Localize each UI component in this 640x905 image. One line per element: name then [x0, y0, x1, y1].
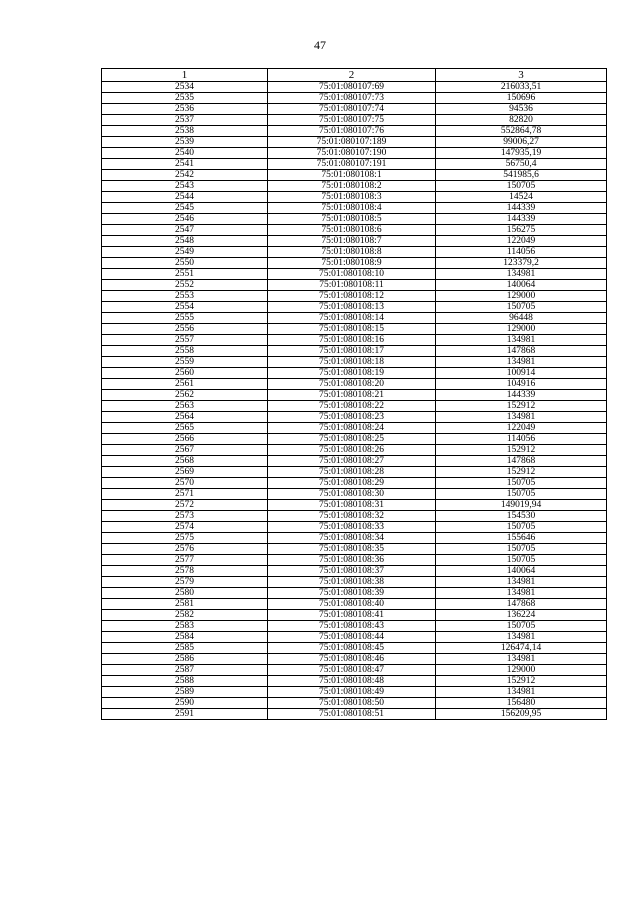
value-cell: 144339	[436, 214, 607, 225]
table-row	[102, 456, 607, 467]
value-cell: 96448	[436, 313, 607, 324]
value-cell: 129000	[436, 291, 607, 302]
cadastral-number-cell: 75:01:080108:40	[268, 599, 436, 610]
table-row	[102, 159, 607, 170]
row-number-cell: 2550	[102, 258, 268, 269]
cadastral-number-cell: 75:01:080108:3	[268, 192, 436, 203]
column-header-2: 2	[268, 69, 436, 82]
row-number-cell: 2542	[102, 170, 268, 181]
row-number-cell: 2561	[102, 379, 268, 390]
table-row	[102, 401, 607, 412]
row-number-cell: 2553	[102, 291, 268, 302]
table-row	[102, 390, 607, 401]
row-number-cell: 2563	[102, 401, 268, 412]
table-row	[102, 588, 607, 599]
cadastral-number-cell: 75:01:080108:10	[268, 269, 436, 280]
value-cell: 147868	[436, 599, 607, 610]
table-row	[102, 313, 607, 324]
table-row	[102, 291, 607, 302]
table-row	[102, 258, 607, 269]
cadastral-number-cell: 75:01:080108:33	[268, 522, 436, 533]
table-row	[102, 610, 607, 621]
cadastral-number-cell: 75:01:080108:14	[268, 313, 436, 324]
value-cell: 147868	[436, 456, 607, 467]
row-number-cell: 2540	[102, 148, 268, 159]
cadastral-number-cell: 75:01:080108:7	[268, 236, 436, 247]
row-number-cell: 2565	[102, 423, 268, 434]
cadastral-number-cell: 75:01:080108:37	[268, 566, 436, 577]
value-cell: 56750,4	[436, 159, 607, 170]
row-number-cell: 2548	[102, 236, 268, 247]
value-cell: 114056	[436, 434, 607, 445]
cadastral-number-cell: 75:01:080107:191	[268, 159, 436, 170]
table-row	[102, 93, 607, 104]
value-cell: 552864,78	[436, 126, 607, 137]
table-row	[102, 148, 607, 159]
value-cell: 156275	[436, 225, 607, 236]
row-number-cell: 2535	[102, 93, 268, 104]
cadastral-number-cell: 75:01:080108:2	[268, 181, 436, 192]
table-row	[102, 379, 607, 390]
table-row	[102, 324, 607, 335]
row-number-cell: 2564	[102, 412, 268, 423]
value-cell: 152912	[436, 467, 607, 478]
value-cell: 147868	[436, 346, 607, 357]
row-number-cell: 2589	[102, 687, 268, 698]
row-number-cell: 2577	[102, 555, 268, 566]
row-number-cell: 2551	[102, 269, 268, 280]
row-number-cell: 2583	[102, 621, 268, 632]
column-header-1: 1	[102, 69, 268, 82]
row-number-cell: 2581	[102, 599, 268, 610]
cadastral-number-cell: 75:01:080108:36	[268, 555, 436, 566]
cadastral-number-cell: 75:01:080108:35	[268, 544, 436, 555]
table-row	[102, 82, 607, 93]
row-number-cell: 2590	[102, 698, 268, 709]
header-row	[102, 69, 607, 82]
row-number-cell: 2574	[102, 522, 268, 533]
cadastral-number-cell: 75:01:080108:45	[268, 643, 436, 654]
value-cell: 152912	[436, 676, 607, 687]
cadastral-number-cell: 75:01:080108:48	[268, 676, 436, 687]
value-cell: 14524	[436, 192, 607, 203]
table-row	[102, 654, 607, 665]
row-number-cell: 2556	[102, 324, 268, 335]
table-row	[102, 247, 607, 258]
table-row	[102, 489, 607, 500]
table-row	[102, 203, 607, 214]
value-cell: 152912	[436, 445, 607, 456]
table-row	[102, 577, 607, 588]
cadastral-number-cell: 75:01:080108:27	[268, 456, 436, 467]
table-row	[102, 115, 607, 126]
value-cell: 126474,14	[436, 643, 607, 654]
row-number-cell: 2570	[102, 478, 268, 489]
value-cell: 134981	[436, 412, 607, 423]
table-row	[102, 709, 607, 720]
table-row	[102, 533, 607, 544]
cadastral-number-cell: 75:01:080108:50	[268, 698, 436, 709]
row-number-cell: 2536	[102, 104, 268, 115]
value-cell: 82820	[436, 115, 607, 126]
value-cell: 147935,19	[436, 148, 607, 159]
table-row	[102, 478, 607, 489]
cadastral-number-cell: 75:01:080108:31	[268, 500, 436, 511]
table-row	[102, 632, 607, 643]
cadastral-number-cell: 75:01:080108:28	[268, 467, 436, 478]
cadastral-number-cell: 75:01:080108:12	[268, 291, 436, 302]
row-number-cell: 2557	[102, 335, 268, 346]
cadastral-number-cell: 75:01:080107:75	[268, 115, 436, 126]
row-number-cell: 2580	[102, 588, 268, 599]
value-cell: 136224	[436, 610, 607, 621]
row-number-cell: 2534	[102, 82, 268, 93]
value-cell: 150696	[436, 93, 607, 104]
table-row	[102, 302, 607, 313]
cadastral-number-cell: 75:01:080108:41	[268, 610, 436, 621]
cadastral-number-cell: 75:01:080108:47	[268, 665, 436, 676]
row-number-cell: 2562	[102, 390, 268, 401]
value-cell: 134981	[436, 335, 607, 346]
cadastral-number-cell: 75:01:080108:13	[268, 302, 436, 313]
cadastral-number-cell: 75:01:080108:43	[268, 621, 436, 632]
cadastral-number-cell: 75:01:080108:17	[268, 346, 436, 357]
value-cell: 134981	[436, 357, 607, 368]
cadastral-number-cell: 75:01:080108:51	[268, 709, 436, 720]
value-cell: 144339	[436, 390, 607, 401]
cadastral-number-cell: 75:01:080108:22	[268, 401, 436, 412]
cadastral-number-cell: 75:01:080108:21	[268, 390, 436, 401]
row-number-cell: 2587	[102, 665, 268, 676]
value-cell: 154530	[436, 511, 607, 522]
table-row	[102, 555, 607, 566]
cadastral-number-cell: 75:01:080108:30	[268, 489, 436, 500]
row-number-cell: 2584	[102, 632, 268, 643]
table-row	[102, 698, 607, 709]
row-number-cell: 2566	[102, 434, 268, 445]
row-number-cell: 2579	[102, 577, 268, 588]
row-number-cell: 2567	[102, 445, 268, 456]
value-cell: 150705	[436, 544, 607, 555]
value-cell: 140064	[436, 566, 607, 577]
value-cell: 122049	[436, 236, 607, 247]
value-cell: 150705	[436, 621, 607, 632]
value-cell: 150705	[436, 181, 607, 192]
value-cell: 144339	[436, 203, 607, 214]
cadastral-number-cell: 75:01:080108:25	[268, 434, 436, 445]
table-row	[102, 643, 607, 654]
cadastral-number-cell: 75:01:080108:29	[268, 478, 436, 489]
table-row	[102, 544, 607, 555]
cadastral-number-cell: 75:01:080108:23	[268, 412, 436, 423]
cadastral-number-cell: 75:01:080107:190	[268, 148, 436, 159]
row-number-cell: 2545	[102, 203, 268, 214]
row-number-cell: 2576	[102, 544, 268, 555]
value-cell: 129000	[436, 324, 607, 335]
value-cell: 134981	[436, 588, 607, 599]
row-number-cell: 2549	[102, 247, 268, 258]
value-cell: 156480	[436, 698, 607, 709]
cadastral-number-cell: 75:01:080108:9	[268, 258, 436, 269]
table-row	[102, 599, 607, 610]
cadastral-number-cell: 75:01:080108:38	[268, 577, 436, 588]
value-cell: 104916	[436, 379, 607, 390]
table-body	[102, 82, 607, 720]
row-number-cell: 2573	[102, 511, 268, 522]
value-cell: 156209,95	[436, 709, 607, 720]
value-cell: 114056	[436, 247, 607, 258]
row-number-cell: 2559	[102, 357, 268, 368]
table-row	[102, 445, 607, 456]
cadastral-number-cell: 75:01:080107:189	[268, 137, 436, 148]
cadastral-number-cell: 75:01:080108:19	[268, 368, 436, 379]
row-number-cell: 2538	[102, 126, 268, 137]
value-cell: 134981	[436, 577, 607, 588]
cadastral-number-cell: 75:01:080108:39	[268, 588, 436, 599]
cadastral-number-cell: 75:01:080107:76	[268, 126, 436, 137]
table-row	[102, 214, 607, 225]
cadastral-number-cell: 75:01:080107:73	[268, 93, 436, 104]
cadastral-number-cell: 75:01:080108:49	[268, 687, 436, 698]
data-table	[101, 68, 607, 720]
row-number-cell: 2572	[102, 500, 268, 511]
value-cell: 134981	[436, 632, 607, 643]
cadastral-number-cell: 75:01:080108:5	[268, 214, 436, 225]
value-cell: 129000	[436, 665, 607, 676]
value-cell: 134981	[436, 654, 607, 665]
value-cell: 150705	[436, 522, 607, 533]
table-row	[102, 621, 607, 632]
row-number-cell: 2554	[102, 302, 268, 313]
value-cell: 150705	[436, 302, 607, 313]
table-row	[102, 467, 607, 478]
table-row	[102, 511, 607, 522]
row-number-cell: 2571	[102, 489, 268, 500]
table-row	[102, 368, 607, 379]
row-number-cell: 2578	[102, 566, 268, 577]
value-cell: 123379,2	[436, 258, 607, 269]
table-row	[102, 137, 607, 148]
table-row	[102, 357, 607, 368]
cadastral-number-cell: 75:01:080108:15	[268, 324, 436, 335]
cadastral-number-cell: 75:01:080108:20	[268, 379, 436, 390]
row-number-cell: 2544	[102, 192, 268, 203]
table-row	[102, 687, 607, 698]
page-number: 47	[314, 38, 326, 52]
value-cell: 99006,27	[436, 137, 607, 148]
cadastral-number-cell: 75:01:080107:74	[268, 104, 436, 115]
value-cell: 152912	[436, 401, 607, 412]
row-number-cell: 2591	[102, 709, 268, 720]
cadastral-number-cell: 75:01:080108:11	[268, 280, 436, 291]
row-number-cell: 2541	[102, 159, 268, 170]
row-number-cell: 2558	[102, 346, 268, 357]
value-cell: 94536	[436, 104, 607, 115]
value-cell: 149019,94	[436, 500, 607, 511]
table-row	[102, 412, 607, 423]
table-row	[102, 181, 607, 192]
cadastral-number-cell: 75:01:080108:8	[268, 247, 436, 258]
value-cell: 134981	[436, 269, 607, 280]
table-row	[102, 280, 607, 291]
cadastral-number-cell: 75:01:080107:69	[268, 82, 436, 93]
value-cell: 100914	[436, 368, 607, 379]
value-cell: 122049	[436, 423, 607, 434]
cadastral-number-cell: 75:01:080108:34	[268, 533, 436, 544]
row-number-cell: 2555	[102, 313, 268, 324]
row-number-cell: 2568	[102, 456, 268, 467]
cadastral-number-cell: 75:01:080108:4	[268, 203, 436, 214]
cadastral-number-cell: 75:01:080108:24	[268, 423, 436, 434]
table-row	[102, 665, 607, 676]
value-cell: 216033,51	[436, 82, 607, 93]
row-number-cell: 2588	[102, 676, 268, 687]
row-number-cell: 2575	[102, 533, 268, 544]
cadastral-number-cell: 75:01:080108:16	[268, 335, 436, 346]
table-row	[102, 346, 607, 357]
table-row	[102, 434, 607, 445]
column-header-3: 3	[436, 69, 607, 82]
row-number-cell: 2543	[102, 181, 268, 192]
row-number-cell: 2560	[102, 368, 268, 379]
row-number-cell: 2546	[102, 214, 268, 225]
row-number-cell: 2586	[102, 654, 268, 665]
table-row	[102, 225, 607, 236]
table-row	[102, 126, 607, 137]
table-row	[102, 269, 607, 280]
cadastral-number-cell: 75:01:080108:32	[268, 511, 436, 522]
table-row	[102, 192, 607, 203]
row-number-cell: 2537	[102, 115, 268, 126]
row-number-cell: 2585	[102, 643, 268, 654]
value-cell: 541985,6	[436, 170, 607, 181]
value-cell: 155646	[436, 533, 607, 544]
table-row	[102, 236, 607, 247]
value-cell: 150705	[436, 555, 607, 566]
value-cell: 134981	[436, 687, 607, 698]
table-row	[102, 423, 607, 434]
row-number-cell: 2569	[102, 467, 268, 478]
row-number-cell: 2582	[102, 610, 268, 621]
table-row	[102, 335, 607, 346]
row-number-cell: 2539	[102, 137, 268, 148]
table-row	[102, 676, 607, 687]
value-cell: 150705	[436, 478, 607, 489]
table-row	[102, 522, 607, 533]
cadastral-number-cell: 75:01:080108:18	[268, 357, 436, 368]
row-number-cell: 2547	[102, 225, 268, 236]
cadastral-number-cell: 75:01:080108:6	[268, 225, 436, 236]
row-number-cell: 2552	[102, 280, 268, 291]
cadastral-number-cell: 75:01:080108:44	[268, 632, 436, 643]
table-row	[102, 104, 607, 115]
cadastral-number-cell: 75:01:080108:1	[268, 170, 436, 181]
table-row	[102, 170, 607, 181]
cadastral-number-cell: 75:01:080108:26	[268, 445, 436, 456]
value-cell: 150705	[436, 489, 607, 500]
table-header	[102, 69, 607, 82]
cadastral-number-cell: 75:01:080108:46	[268, 654, 436, 665]
value-cell: 140064	[436, 280, 607, 291]
table-row	[102, 566, 607, 577]
table-row	[102, 500, 607, 511]
